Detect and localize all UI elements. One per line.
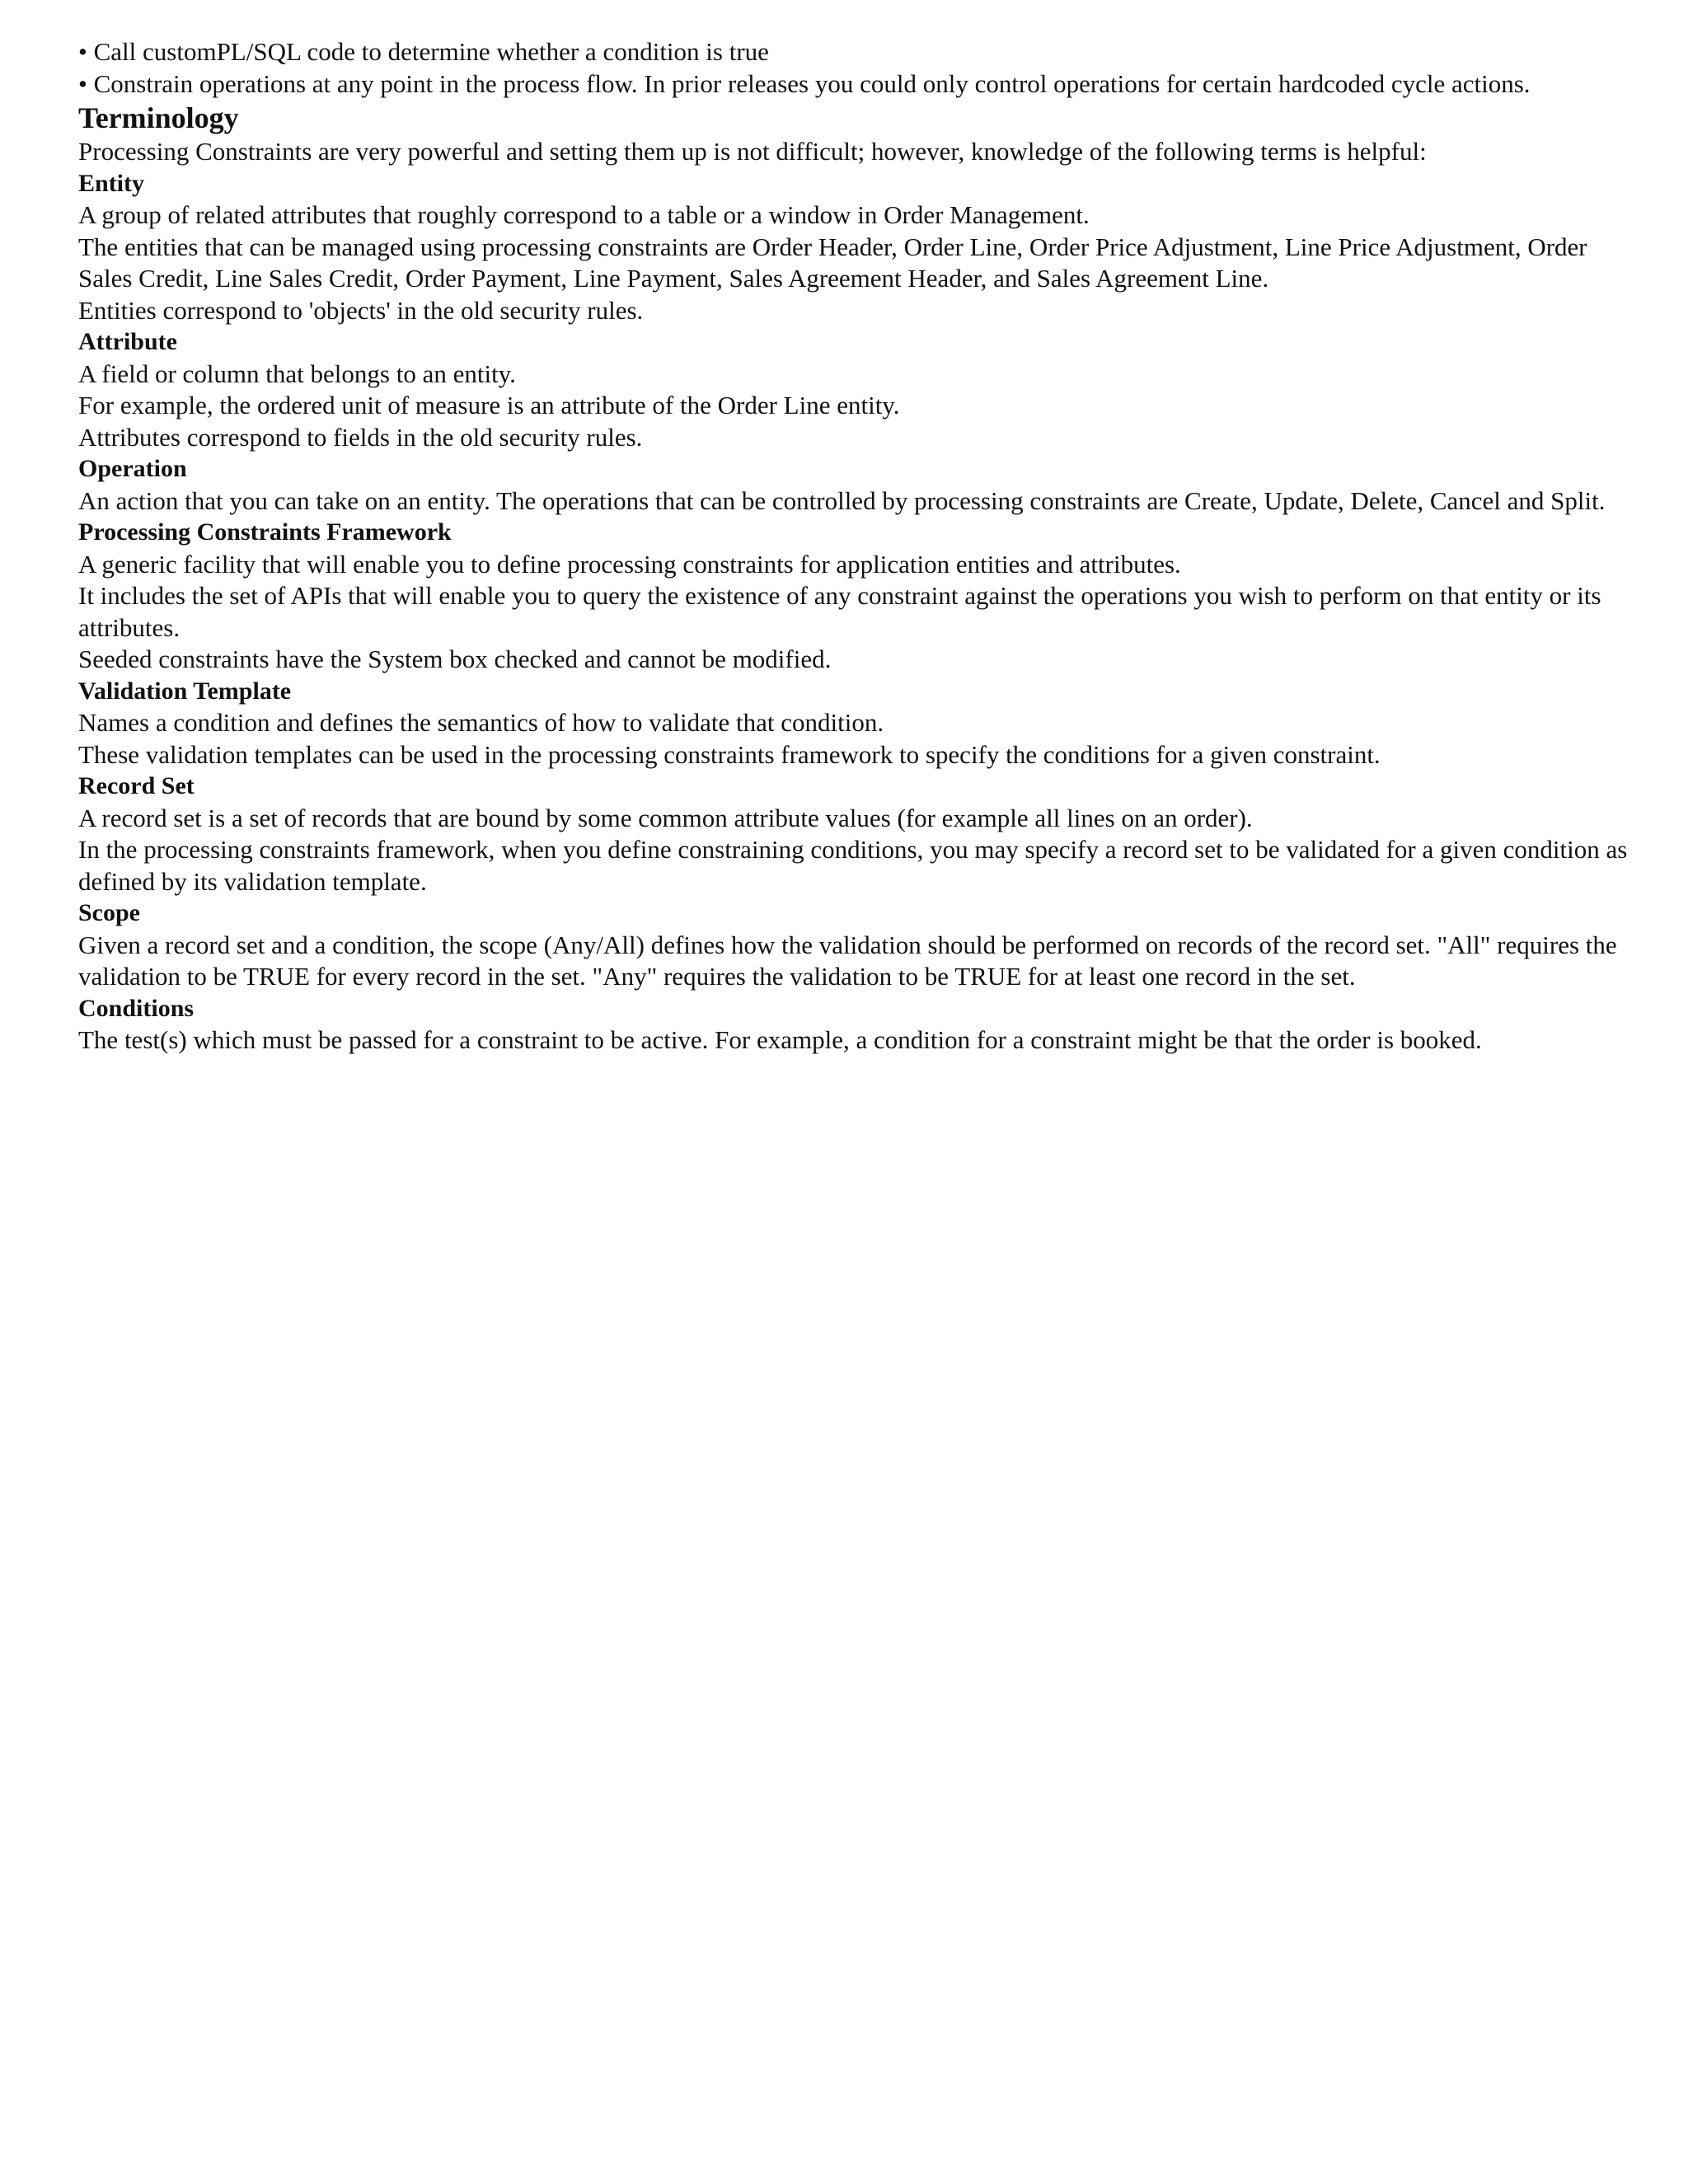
bullet-text: Constrain operations at any point in the process flow. In prior releases you could only control operations for certain hardcoded cycle actions.	[93, 68, 1531, 98]
term-paragraph: Entities correspond to 'objects' in the old security rules.	[78, 295, 644, 325]
term-paragraph: A generic facility that will enable you to define processing constraints for application entities and attributes.	[78, 549, 1181, 579]
bullet-item	[78, 36, 1644, 68]
term-paragraph: A group of related attributes that roughly correspond to a table or a window in Order Management.	[78, 200, 1090, 229]
term-paragraph: In the processing constraints framework, when you define constraining conditions, you may specify a record set to be validated for a given condition as defined by its validation template.	[78, 835, 1628, 896]
term-heading: Scope	[78, 899, 140, 926]
bullet-text: Call customPL/SQL code to determine whether a condition is true	[93, 37, 769, 66]
term-paragraph: An action that you can take on an entity. The operations that can be controlled by processing constraints are Create, Update, Delete, Cancel and Split.	[78, 485, 1606, 515]
term-heading: Attribute	[78, 328, 177, 355]
term-paragraph: A field or column that belongs to an entity.	[78, 359, 516, 388]
bullet-mark: •	[78, 68, 87, 98]
term-heading: Conditions	[78, 994, 195, 1022]
term-heading: Entity	[78, 169, 145, 197]
term-paragraph: For example, the ordered unit of measure is an attribute of the Order Line entity.	[78, 391, 900, 419]
term-paragraph: It includes the set of APIs that will enable you to query the existence of any constraint against the operations you wish to perform on that entity or its attributes.	[78, 581, 1601, 642]
term-heading: Processing Constraints Framework	[78, 518, 452, 546]
term-paragraph: Names a condition and defines the semantics of how to validate that condition.	[78, 708, 884, 737]
document-page	[78, 36, 1644, 1057]
bullet-item	[78, 68, 1644, 101]
term-paragraph: These validation templates can be used in the processing constraints framework to specify the conditions for a given constraint.	[78, 739, 1381, 769]
term-paragraph: The test(s) which must be passed for a constraint to be active. For example, a condition for a constraint might be that the order is booked.	[78, 1025, 1482, 1054]
term-heading: Record Set	[78, 772, 195, 799]
term-heading: Operation	[78, 455, 187, 482]
bullet-mark: •	[78, 37, 87, 66]
term-heading: Validation Template	[78, 677, 292, 705]
section-title: Terminology	[78, 101, 239, 134]
term-paragraph: Given a record set and a condition, the scope (Any/All) defines how the validation should be performed on records of the record set. "All" requires the validation to be TRUE for every record in the set. "Any" requires the validation to be TRUE for at least one record in the set.	[78, 930, 1617, 991]
term-paragraph: Seeded constraints have the System box checked and cannot be modified.	[78, 644, 832, 673]
term-paragraph: The entities that can be managed using processing constraints are Order Header, Order Line, Order Price Adjustment, Line Price Adjustment, Order Sales Credit, Line Sales Credit, Order Payment, Line Payment, Sales Agreement Header, and Sales Agreement Line.	[78, 232, 1587, 293]
intro-paragraph: Processing Constraints are very powerful and setting them up is not difficult; however, knowledge of the following terms is helpful:	[78, 137, 1427, 166]
term-paragraph: Attributes correspond to fields in the old security rules.	[78, 422, 643, 452]
term-paragraph: A record set is a set of records that are bound by some common attribute values (for example all lines on an order).	[78, 803, 1253, 832]
